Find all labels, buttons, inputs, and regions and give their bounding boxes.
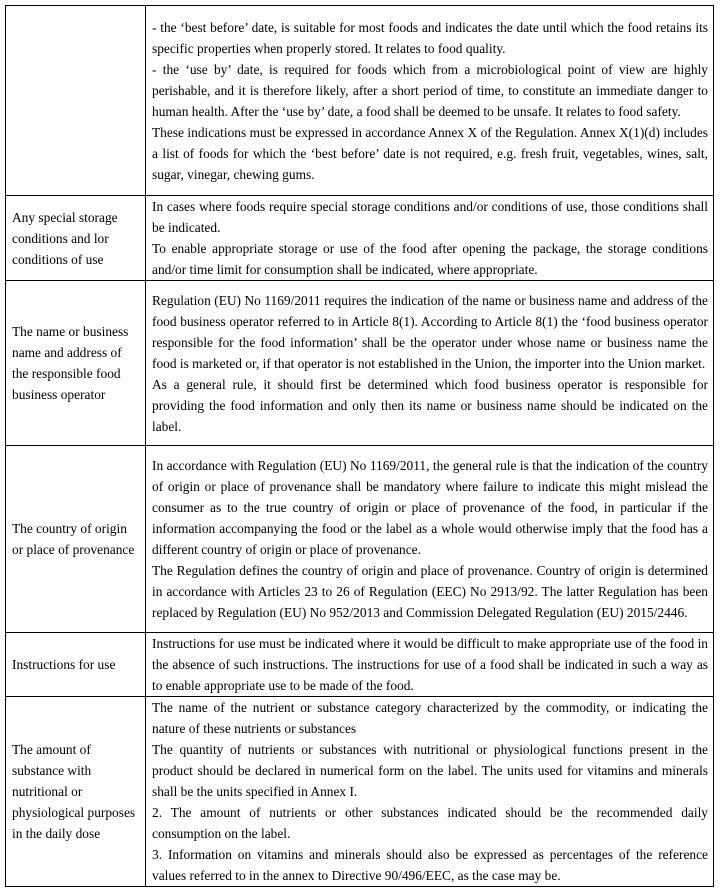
row-description-cell [146,281,714,446]
paragraph: To enable appropriate storage or use of the food after opening the package, the storage conditions and/or time limit for consumption shall be indicated, where appropriate. [152,241,708,277]
row-description-cell [146,633,714,697]
table-row [6,697,714,887]
paragraph: 2. The amount of nutrients or other substances indicated should be the recommended daily consumption on the label. [152,805,708,841]
paragraph: The quantity of nutrients or substances with nutritional or physiological functions present in the product should be declared in numerical form on the label. The units used for vitamins and minerals shall be the units specified in Annex I. [152,742,708,799]
table-row [6,281,714,446]
row-description-cell [146,6,714,196]
row-label-cell [6,6,146,196]
table-row [6,196,714,281]
row-description-cell [146,446,714,633]
paragraph: Regulation (EU) No 1169/2011 requires the indication of the name or business name and address of the food business operator referred to in Article 8(1). According to Article 8(1) the ‘food business operator responsible for the food information’ shall be the operator under whose name or business name the food is marketed or, if that operator is not established in the Union, the importer into the Union market. [152,292,708,371]
requirements-table [5,5,714,887]
row-label-cell: Instructions for use [6,633,146,697]
row-label-cell: Any special storage conditions and lor conditions of use [6,196,146,281]
row-description-cell [146,697,714,887]
paragraph: These indications must be expressed in accordance Annex X of the Regulation. Annex X(1)(d) includes a list of foods for which the ‘best before’ date is not required, e.g. fresh fruit, vegetables, wines, salt, sugar, vinegar, chewing gums. [152,124,708,182]
row-label-cell: The amount of substance with nutritional or physiological purposes in the daily dose [6,697,146,887]
paragraph: As a general rule, it should first be determined which food business operator is responsible for providing the food information and only then its name or business name should be indicated on the label. [152,376,708,434]
paragraph: Instructions for use must be indicated where it would be difficult to make appropriate use of the food in the absence of such instructions. The instructions for use of a food shall be indicated in such a way as to enable appropriate use to be made of the food. [152,636,708,693]
paragraph: The name of the nutrient or substance category characterized by the commodity, or indicating the nature of these nutrients or substances [152,700,708,736]
table-row [6,633,714,697]
paragraph: - the ‘best before’ date, is suitable for most foods and indicates the date until which the food retains its specific properties when properly stored. It relates to food quality. [152,19,708,56]
row-description-cell [146,196,714,281]
row-label-cell: The name or business name and address of the responsible food business operator [6,281,146,446]
paragraph: In cases where foods require special storage conditions and/or conditions of use, those conditions shall be indicated. [152,199,708,235]
table-row [6,446,714,633]
paragraph: The Regulation defines the country of origin and place of provenance. Country of origin is determined in accordance with Articles 23 to 26 of Regulation (EEC) No 2913/92. The latter Regulation has been replaced by Regulation (EU) No 952/2013 and Commission Delegated Regulation (EU) 2015/2446. [152,563,708,620]
row-label-cell: The country of origin or place of provenance [6,446,146,633]
paragraph: - the ‘use by’ date, is required for foods which from a microbiological point of view are highly perishable, and it is therefore likely, after a short period of time, to constitute an immediate danger to human health. After the ‘use by’ date, a food shall be deemed to be unsafe. It relates to food safety. [152,61,708,119]
paragraph: In accordance with Regulation (EU) No 1169/2011, the general rule is that the indication of the country of origin or place of provenance shall be mandatory where failure to indicate this might mislead the consumer as to the true country of origin or place of provenance of the food, in particular if the information accompanying the food or the label as a whole would otherwise imply that the food has a different country of origin or place of provenance. [152,458,708,557]
table-row [6,6,714,196]
paragraph: 3. Information on vitamins and minerals should also be expressed as percentages of the reference values referred to in the annex to Directive 90/496/EEC, as the case may be. [152,847,708,883]
